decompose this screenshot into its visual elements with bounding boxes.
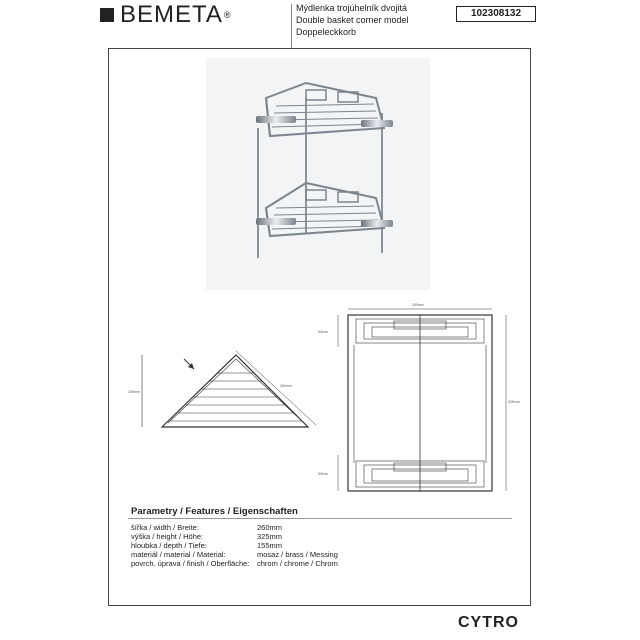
product-photo	[206, 58, 430, 290]
header-divider	[291, 4, 292, 48]
param-value: chrom / chrome / Chrom	[257, 559, 338, 568]
front-height-dim: 325mm	[508, 400, 520, 404]
param-row-material	[131, 550, 338, 559]
param-label: šířka / width / Breite:	[131, 523, 199, 532]
brand-logo	[100, 2, 231, 28]
param-label: materiál / material / Material:	[131, 550, 226, 559]
front-width-dim: 260mm	[412, 303, 424, 307]
product-name-en: Double basket corner model	[296, 15, 409, 25]
param-row-depth	[131, 541, 338, 550]
param-row-width	[131, 523, 338, 532]
param-row-height	[131, 532, 338, 541]
double-corner-basket-illustration	[206, 58, 430, 290]
param-value: mosaz / brass / Messing	[257, 550, 338, 559]
param-label: povrch. úprava / finish / Oberfläche:	[131, 559, 250, 568]
param-value: 155mm	[257, 541, 283, 550]
product-name-cz: Mýdlenka trojúhelník dvojitá	[296, 3, 408, 13]
param-label: výška / height / Höhe:	[131, 532, 204, 541]
logo-square-mark	[100, 8, 114, 22]
param-label: hloubka / depth / Tiefe:	[131, 541, 207, 550]
param-value: 260mm	[257, 523, 283, 532]
parameters-title: Parametry / Features / Eigenschaften	[131, 506, 298, 517]
collection-name: CYTRO	[458, 614, 519, 631]
top-view-side-dim: 155mm	[128, 390, 140, 394]
brand-name: BEMETA	[120, 1, 223, 28]
front-bottom-dim: 53mm	[318, 472, 328, 476]
param-row-finish	[131, 559, 338, 568]
param-value: 325mm	[257, 532, 283, 541]
registered-mark-icon: ®	[223, 10, 231, 20]
parameters-table	[131, 523, 338, 568]
front-top-dim: 53mm	[318, 330, 328, 334]
parameters-divider	[128, 518, 512, 519]
product-names	[296, 2, 409, 38]
product-code: 102308132	[456, 6, 536, 22]
front-view-drawing	[300, 295, 520, 505]
top-view-diag-dim: 260mm	[280, 384, 292, 388]
product-name-de: Doppeleckkorb	[296, 27, 357, 37]
